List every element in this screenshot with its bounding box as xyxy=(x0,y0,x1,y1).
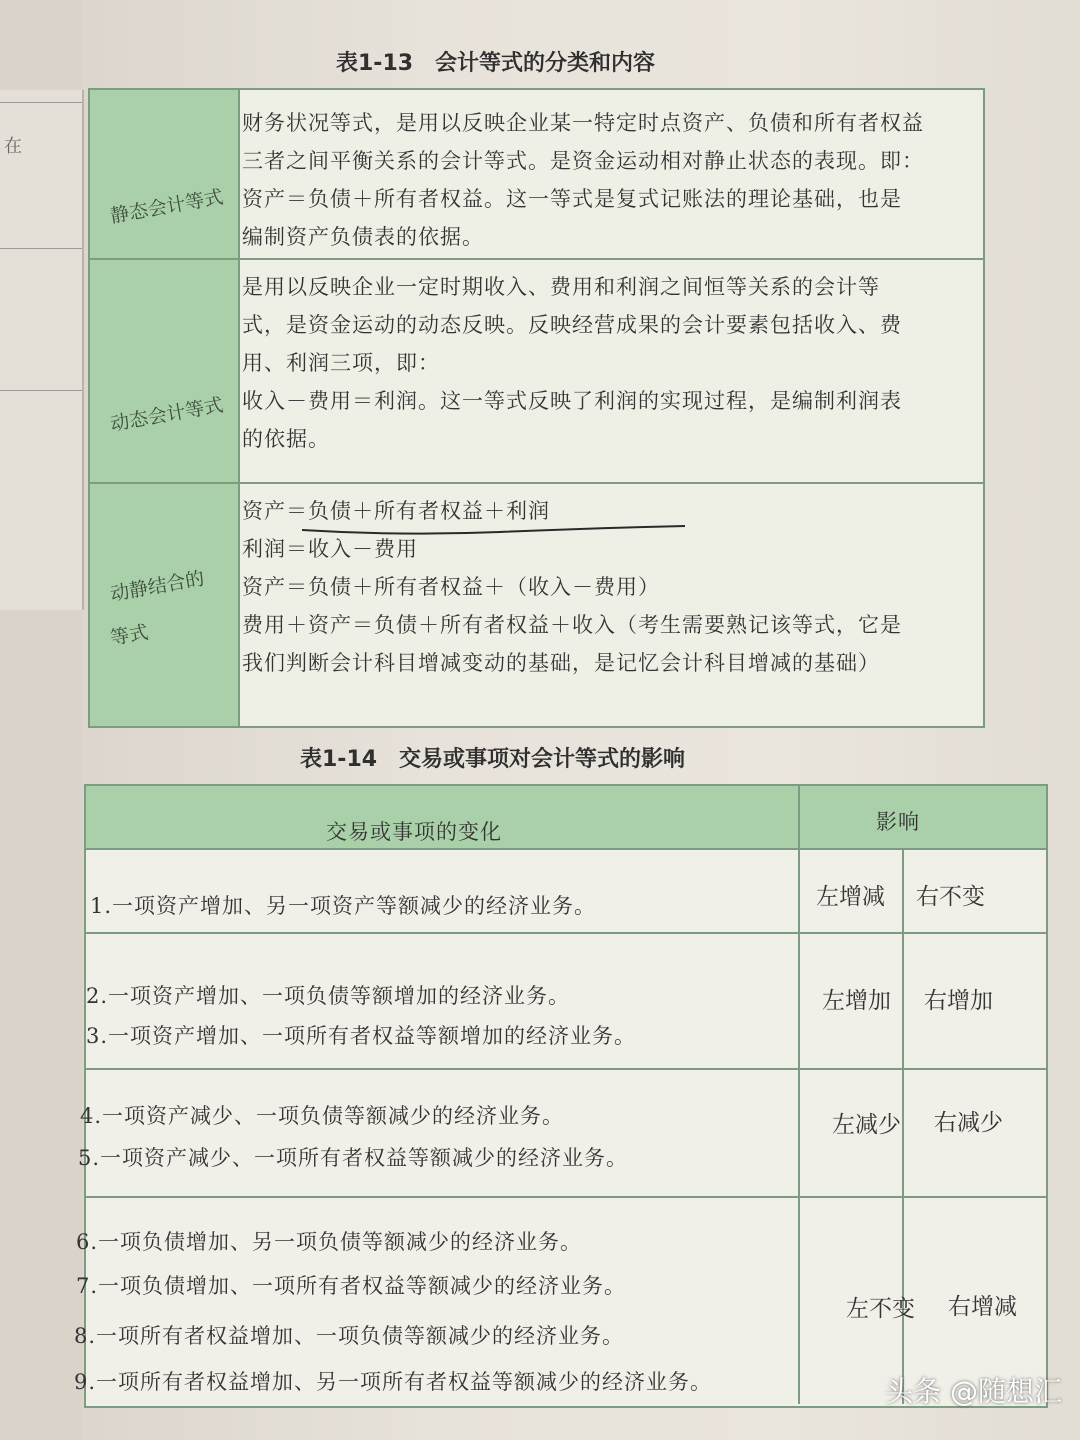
page-edge-text: 在 xyxy=(4,136,22,157)
text-line: 资产＝负债＋所有者权益＋（收入－费用） xyxy=(242,575,660,599)
table14-item: 8.一项所有者权益增加、一项负债等额减少的经济业务。 xyxy=(74,1324,625,1348)
table14-item: 6.一项负债增加、另一项负债等额减少的经济业务。 xyxy=(76,1230,583,1254)
watermark: 头条 @随想汇 xyxy=(885,1375,1062,1408)
table14-effect-right: 右增减 xyxy=(948,1294,1017,1320)
table13 xyxy=(88,88,985,728)
text-line: 费用＋资产＝负债＋所有者权益＋收入（考生需要熟记该等式，它是 xyxy=(242,613,902,637)
table14-item: 7.一项负债增加、一项所有者权益等额减少的经济业务。 xyxy=(76,1274,627,1298)
table14-effect-left: 左减少 xyxy=(832,1112,901,1138)
table13-title: 表1-13 会计等式的分类和内容 xyxy=(336,51,656,76)
table14-item: 5.一项资产减少、一项所有者权益等额减少的经济业务。 xyxy=(78,1146,629,1170)
table14-effect-left: 左增减 xyxy=(816,884,885,910)
text-line: 是用以反映企业一定时期收入、费用和利润之间恒等关系的会计等 xyxy=(242,275,880,299)
table13-row1-label: 静态会计等式 xyxy=(108,186,225,228)
text-line: 资产＝负债＋所有者权益。这一等式是复式记账法的理论基础，也是 xyxy=(242,187,902,211)
table13-row3-label-line2: 等式 xyxy=(108,621,150,650)
table13-row-divider xyxy=(90,482,983,484)
text-line: 利润＝收入－费用 xyxy=(242,537,418,561)
page-edge-rule xyxy=(0,390,82,391)
page-edge-rule xyxy=(0,248,82,249)
table14-item: 9.一项所有者权益增加、另一项所有者权益等额减少的经济业务。 xyxy=(74,1370,713,1394)
table13-row2-label: 动态会计等式 xyxy=(108,394,225,436)
text-line: 编制资产负债表的依据。 xyxy=(242,225,484,249)
table14-effect-right: 右增加 xyxy=(924,988,993,1014)
table14 xyxy=(74,784,1048,1408)
table14-row-divider xyxy=(86,1068,1046,1070)
table13-row-divider xyxy=(90,258,983,260)
table14-effect-left: 左不变 xyxy=(846,1296,915,1322)
text-line: 的依据。 xyxy=(242,427,330,451)
text-line: 收入－费用＝利润。这一等式反映了利润的实现过程，是编制利润表 xyxy=(242,389,902,413)
text-line: 式，是资金运动的动态反映。反映经营成果的会计要素包括收入、费 xyxy=(242,313,902,337)
table14-item: 2.一项资产增加、一项负债等额增加的经济业务。 xyxy=(86,984,571,1008)
table14-item: 1.一项资产增加、另一项资产等额减少的经济业务。 xyxy=(90,894,597,918)
table14-effect-right: 右减少 xyxy=(934,1110,1003,1136)
table14-title: 表1-14 交易或事项对会计等式的影响 xyxy=(300,747,686,772)
text-line: 用、利润三项，即： xyxy=(242,351,440,375)
table14-effect-right: 右不变 xyxy=(916,884,985,910)
text-line: 三者之间平衡关系的会计等式。是资金运动相对静止状态的表现。即： xyxy=(242,149,924,173)
table13-row1-content xyxy=(242,104,972,256)
text-line: 我们判断会计科目增减变动的基础，是记忆会计科目增减的基础） xyxy=(242,651,880,675)
table14-row-divider xyxy=(86,848,1046,850)
text-line: 财务状况等式，是用以反映企业某一特定时点资产、负债和所有者权益 xyxy=(242,111,924,135)
table13-row2-content xyxy=(242,268,972,458)
page-edge-rule xyxy=(0,102,82,103)
previous-page-edge xyxy=(0,90,84,610)
table14-item: 4.一项资产减少、一项负债等额减少的经济业务。 xyxy=(80,1104,565,1128)
table14-row-divider xyxy=(86,932,1046,934)
table14-item: 3.一项资产增加、一项所有者权益等额增加的经济业务。 xyxy=(86,1024,637,1048)
table14-header-effect: 影响 xyxy=(876,810,920,834)
pen-underline xyxy=(300,520,690,540)
text-line: 资产＝负债＋所有者权益＋利润 xyxy=(242,499,550,523)
table14-col-divider xyxy=(798,786,800,1404)
table14-header-change: 交易或事项的变化 xyxy=(326,820,502,844)
table13-row3-label-line1: 动静结合的 xyxy=(108,567,207,606)
table14-effect-left: 左增加 xyxy=(822,988,891,1014)
table14-row-divider xyxy=(86,1196,1046,1198)
